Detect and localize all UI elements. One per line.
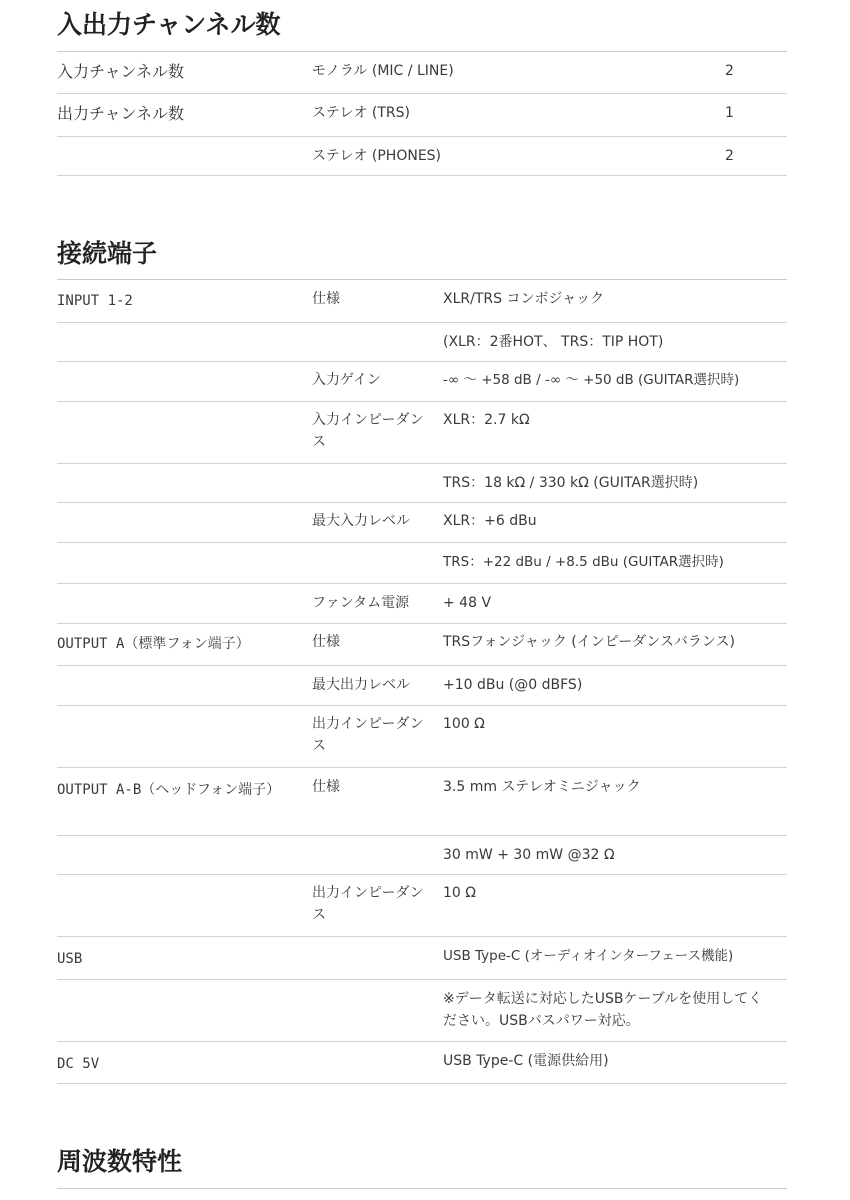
io-type: ステレオ (TRS) <box>312 105 410 121</box>
connector-port: OUTPUT A-B（ヘッドフォン端子） <box>57 782 281 798</box>
connector-value: XLR：+6 dBu <box>443 513 537 529</box>
connector-value: + 48 V <box>443 595 492 611</box>
connector-value: +10 dBu (@0 dBFS) <box>443 677 583 693</box>
connector-port: INPUT 1-2 <box>57 293 133 309</box>
connector-item: ファンタム電源 <box>312 595 410 611</box>
connector-item: 最大出力レベル <box>312 677 410 693</box>
connector-item: 入力ゲイン <box>312 372 382 388</box>
connector-item: 入力インピーダンス <box>312 412 424 450</box>
connector-value: 30 mW + 30 mW @32 Ω <box>443 847 615 863</box>
io-count: 2 <box>725 63 734 79</box>
connector-value: 3.5 mm ステレオミニジャック <box>443 779 641 795</box>
connector-value: TRS：+22 dBu / +8.5 dBu (GUITAR選択時) <box>443 554 724 570</box>
frequency-section <box>57 0 787 1200</box>
connector-value: USB Type-C (電源供給用) <box>443 1053 609 1069</box>
io-label: 入力チャンネル数 <box>57 62 185 81</box>
connector-value: -∞ ～ +58 dB / -∞ ～ +50 dB (GUITAR選択時) <box>443 372 740 388</box>
io-label: 出力チャンネル数 <box>57 104 185 123</box>
connector-value: 10 Ω <box>443 885 476 901</box>
connector-value: TRSフォンジャック (インピーダンスバランス) <box>443 634 735 650</box>
connector-value: USB Type-C (オーディオインターフェース機能) <box>443 948 734 964</box>
connector-item: 出力インピーダンス <box>312 716 424 754</box>
connector-value: ※データ転送に対応したUSBケーブルを使用してください。USBバスパワー対応。 <box>443 991 763 1029</box>
io-channels-heading: 入出力チャンネル数 <box>57 10 281 39</box>
connector-item: 仕様 <box>312 779 340 795</box>
connector-item: 仕様 <box>312 634 340 650</box>
connector-value: (XLR：2番HOT、 TRS：TIP HOT) <box>443 334 664 350</box>
io-type: ステレオ (PHONES) <box>312 148 442 164</box>
connector-value: TRS：18 kΩ / 330 kΩ (GUITAR選択時) <box>443 475 699 491</box>
connector-value: XLR/TRS コンボジャック <box>443 291 605 307</box>
connector-item: 出力インピーダンス <box>312 885 424 923</box>
connector-port: USB <box>57 951 83 967</box>
connector-item: 仕様 <box>312 291 340 307</box>
io-type: モノラル (MIC / LINE) <box>312 63 454 79</box>
connector-value: 100 Ω <box>443 716 485 732</box>
frequency-heading: 周波数特性 <box>57 1147 183 1176</box>
connector-port: DC 5V <box>57 1056 100 1072</box>
connectors-heading: 接続端子 <box>57 239 158 268</box>
io-count: 1 <box>725 105 734 121</box>
io-count: 2 <box>725 148 734 164</box>
connector-port: OUTPUT A（標準フォン端子） <box>57 636 250 652</box>
connector-item: 最大入力レベル <box>312 513 410 529</box>
connector-value: XLR：2.7 kΩ <box>443 412 530 428</box>
frequency-table-top-rule <box>57 1188 787 1189</box>
